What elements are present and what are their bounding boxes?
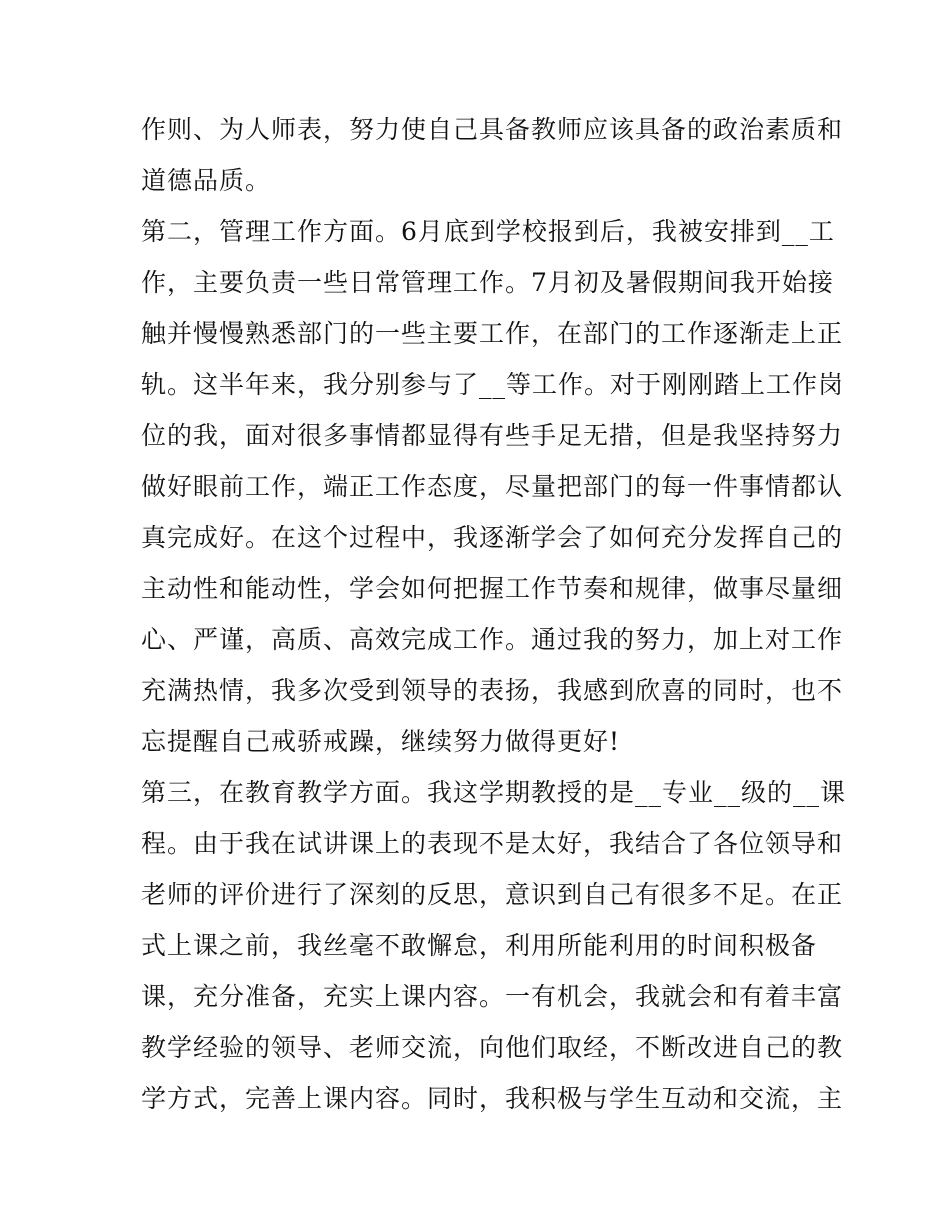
text-line: 作则、为人师表，努力使自己具备教师应该具备的政治素质和 (141, 115, 844, 144)
text-line: 程。由于我在试讲课上的表现不是太好，我结合了各位领导和 (141, 829, 844, 858)
text-line: 心、严谨，高质、高效完成工作。通过我的努力，加上对工作 (141, 625, 844, 654)
text-line: 作，主要负责一些日常管理工作。7月初及暑假期间我开始接 (141, 268, 834, 297)
text-line: 老师的评价进行了深刻的反思，意识到自己有很多不足。在正 (141, 880, 844, 909)
text-line: 主动性和能动性，学会如何把握工作节奏和规律，做事尽量细 (141, 574, 844, 603)
text-line: 做好眼前工作，端正工作态度，尽量把部门的每一件事情都认 (141, 472, 844, 501)
text-line: 第三，在教育教学方面。我这学期教授的是__专业__级的__课 (141, 778, 847, 807)
text-line: 触并慢慢熟悉部门的一些主要工作，在部门的工作逐渐走上正 (141, 319, 844, 348)
text-line: 道德品质。 (141, 166, 272, 195)
text-line: 第二，管理工作方面。6月底到学校报到后，我被安排到__工 (141, 217, 835, 246)
text-line: 真完成好。在这个过程中，我逐渐学会了如何充分发挥自己的 (141, 523, 844, 552)
text-line: 轨。这半年来，我分别参与了__等工作。对于刚刚踏上工作岗 (141, 370, 845, 399)
text-line: 充满热情，我多次受到领导的表扬，我感到欣喜的同时，也不 (141, 676, 844, 705)
text-line: 忘提醒自己戒骄戒躁，继续努力做得更好! (141, 727, 621, 756)
text-line: 式上课之前，我丝毫不敢懈怠，利用所能利用的时间积极备 (141, 931, 818, 960)
text-line: 课，充分准备，充实上课内容。一有机会，我就会和有着丰富 (141, 982, 844, 1011)
text-line: 教学经验的领导、老师交流，向他们取经，不断改进自己的教 (141, 1033, 844, 1062)
text-line: 位的我，面对很多事情都显得有些手足无措，但是我坚持努力 (141, 421, 844, 450)
body-text (141, 104, 847, 1124)
text-line: 学方式，完善上课内容。同时，我积极与学生互动和交流，主 (141, 1084, 844, 1113)
